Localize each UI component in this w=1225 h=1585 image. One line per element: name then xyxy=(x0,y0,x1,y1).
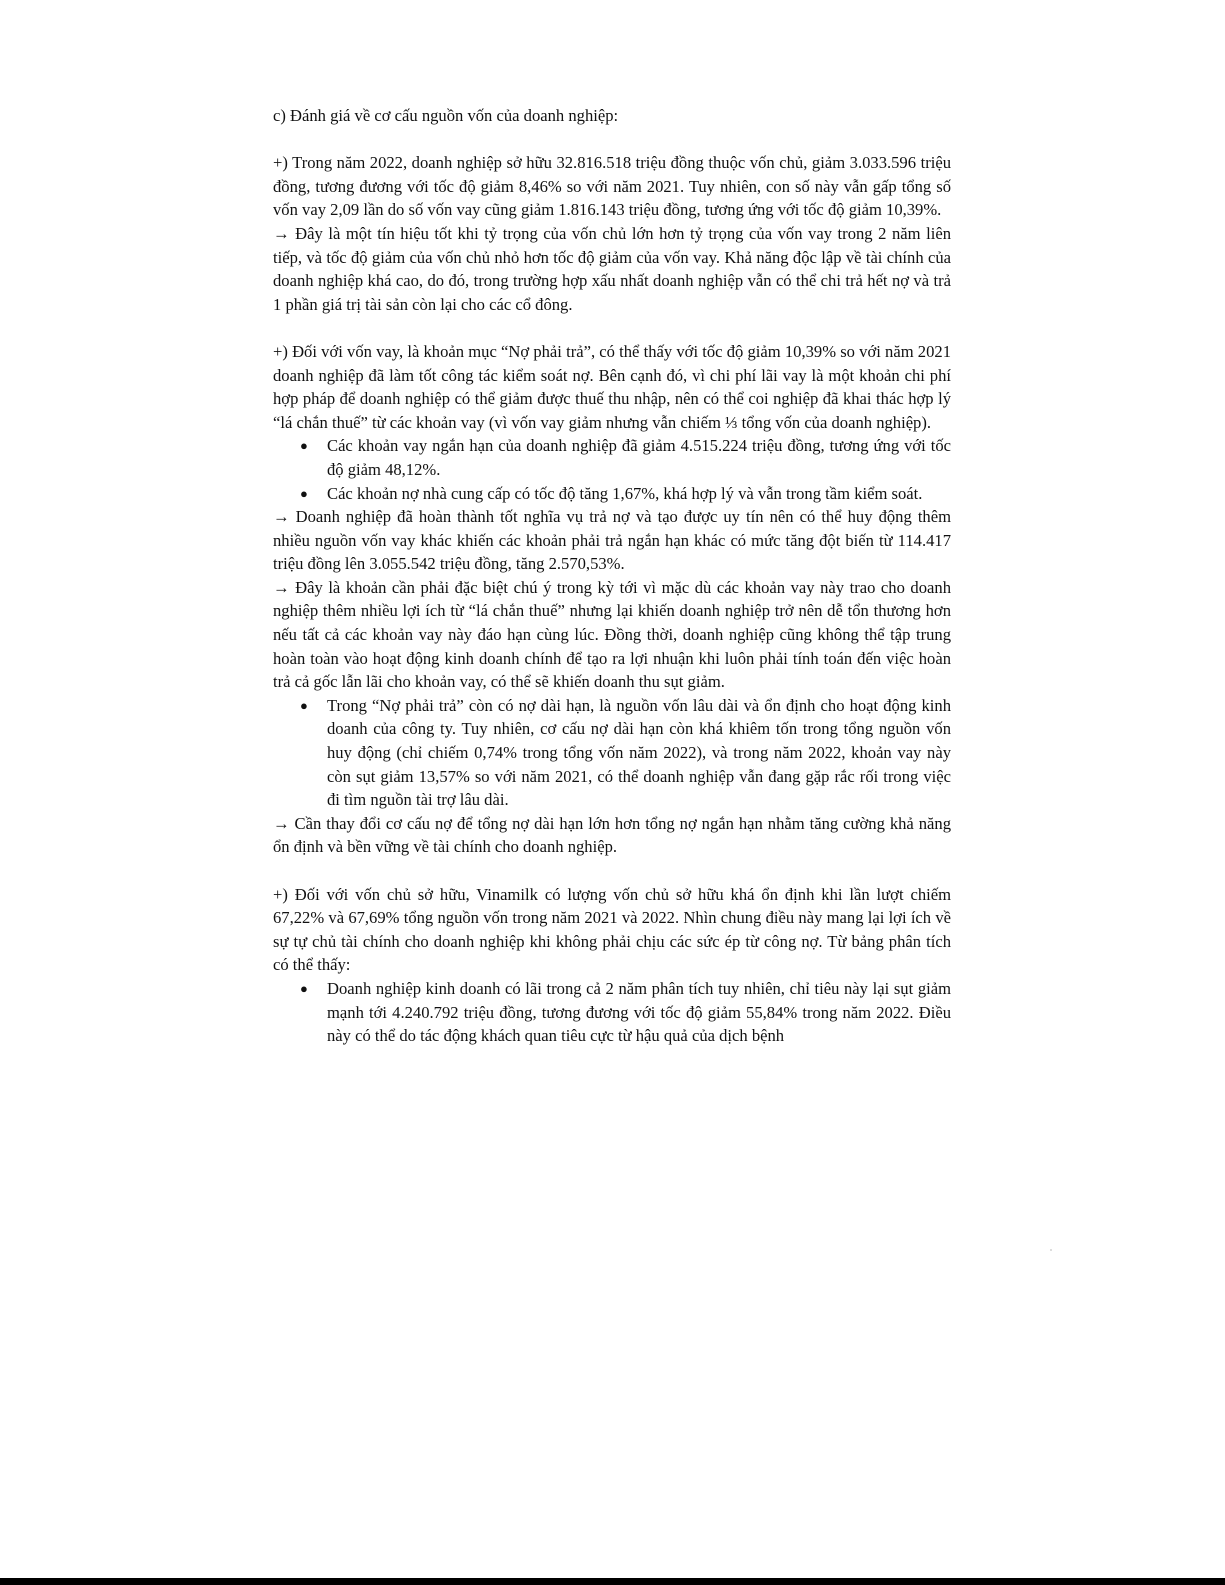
list-item xyxy=(273,434,951,481)
list-item xyxy=(273,482,951,506)
paragraph-gap xyxy=(273,316,951,340)
bullet-icon: ● xyxy=(300,980,308,996)
paragraph-borrowed-1: +) Đối với vốn vay, là khoản mục “Nợ phải trả”, có thể thấy với tốc độ giảm 10,39% so với năm 2021 doanh nghiệp đã làm tốt công tác kiểm soát nợ. Bên cạnh đó, vì chi phí lãi vay là một khoản chi phí hợp pháp để doanh nghiệp có thể giảm được thuế thu nhập, nên có thể coi nghiệp đã khai thác hợp lý “lá chắn thuế” từ các khoản vay (vì vốn vay giảm nhưng vẫn chiếm ⅓ tổng vốn của doanh nghiệp). xyxy=(273,341,951,432)
document-page xyxy=(273,104,951,1048)
list-item-text: Các khoản nợ nhà cung cấp có tốc độ tăng 1,67%, khá hợp lý và vẫn trong tầm kiểm soát. xyxy=(327,483,923,503)
bullet-icon: ● xyxy=(300,485,308,501)
paragraph-gap xyxy=(273,859,951,883)
list-item-text: Trong “Nợ phải trả” còn có nợ dài hạn, là nguồn vốn lâu dài và ổn định cho hoạt động kinh doanh của công ty. Tuy nhiên, cơ cấu nợ dài hạn còn khá khiêm tốn trong tổng nguồn vốn huy động (chỉ chiếm 0,74% trong tổng vốn năm 2022), và trong năm 2022, khoản vay này còn sụt giảm 13,57% so với năm 2021, có thể doanh nghiệp vẫn đang gặp rắc rối trong việc đi tìm nguồn tài trợ lâu dài. xyxy=(327,695,951,810)
paragraph-owner-equity-1: +) Trong năm 2022, doanh nghiệp sở hữu 32.816.518 triệu đồng thuộc vốn chủ, giảm 3.033.596 triệu đồng, tương đương với tốc độ giảm 8,46% so với năm 2021. Tuy nhiên, con số này vẫn gấp tổng số vốn vay 2,09 lần do số vốn vay cũng giảm 1.816.143 triệu đồng, tương ứng với tốc độ giảm 10,39%. xyxy=(273,153,951,220)
bullet-icon: ● xyxy=(300,438,308,454)
bullet-icon: ● xyxy=(300,697,308,713)
paragraph-equity-1: +) Đối với vốn chủ sở hữu, Vinamilk có lượng vốn chủ sở hữu khá ổn định khi lần lượt chiếm 67,22% và 67,69% tổng nguồn vốn trong năm 2021 và 2022. Nhìn chung điều này mang lại lợi ích về sự tự chủ tài chính cho doanh nghiệp khi không phải chịu các sức ép từ công nợ. Từ bảng phân tích có thể thấy: xyxy=(273,884,951,975)
list-item xyxy=(273,694,951,812)
bullet-list-borrowed-1 xyxy=(273,434,951,505)
paragraph-borrowed-2: → Doanh nghiệp đã hoàn thành tốt nghĩa vụ trả nợ và tạo được uy tín nên có thể huy động thêm nhiều nguồn vốn vay khác khiến các khoản phải trả ngắn hạn khác có mức tăng đột biến từ 114.417 triệu đồng lên 3.055.542 triệu đồng, tăng 2.570,53%. xyxy=(273,507,951,574)
list-item xyxy=(273,977,951,1048)
bullet-list-equity xyxy=(273,977,951,1048)
paragraph-borrowed-4: → Cần thay đổi cơ cấu nợ để tổng nợ dài hạn lớn hơn tổng nợ ngắn hạn nhằm tăng cường khả năng ổn định và bền vững về tài chính cho doanh nghiệp. xyxy=(273,813,951,857)
scan-speck xyxy=(1050,1249,1052,1251)
list-item-text: Doanh nghiệp kinh doanh có lãi trong cả 2 năm phân tích tuy nhiên, chỉ tiêu này lại sụt giảm mạnh tới 4.240.792 triệu đồng, tương đương với tốc độ giảm 55,84% trong năm 2022. Điều này có thể do tác động khách quan tiêu cực từ hậu quả của dịch bệnh xyxy=(327,978,951,1046)
section-heading: c) Đánh giá về cơ cấu nguồn vốn của doanh nghiệp: xyxy=(273,106,619,125)
page-bottom-border xyxy=(0,1578,1225,1585)
paragraph-borrowed-3: → Đây là khoản cần phải đặc biệt chú ý trong kỳ tới vì mặc dù các khoản vay này trao cho doanh nghiệp thêm nhiều lợi ích từ “lá chắn thuế” nhưng lại khiến doanh nghiệp trở nên dễ tổn thương hơn nếu tất cả các khoản vay này đáo hạn cùng lúc. Đồng thời, doanh nghiệp cũng không thể tập trung hoàn toàn vào hoạt động kinh doanh chính để tạo ra lợi nhuận khi luôn phải tính toán đến việc hoàn trả cả gốc lẫn lãi cho khoản vay, có thể sẽ khiến doanh thu sụt giảm. xyxy=(273,577,951,692)
list-item-text: Các khoản vay ngắn hạn của doanh nghiệp đã giảm 4.515.224 triệu đồng, tương ứng với tốc độ giảm 48,12%. xyxy=(327,436,951,479)
bullet-list-borrowed-2 xyxy=(273,694,951,812)
paragraph-owner-equity-2: → Đây là một tín hiệu tốt khi tỷ trọng của vốn chủ lớn hơn tỷ trọng của vốn vay trong 2 năm liên tiếp, và tốc độ giảm của vốn chủ nhỏ hơn tốc độ giảm của vốn vay. Khả năng độc lập về tài chính của doanh nghiệp khá cao, do đó, trong trường hợp xấu nhất doanh nghiệp vẫn có thể chi trả hết nợ và trả 1 phần giá trị tài sản còn lại cho các cổ đông. xyxy=(273,223,951,314)
